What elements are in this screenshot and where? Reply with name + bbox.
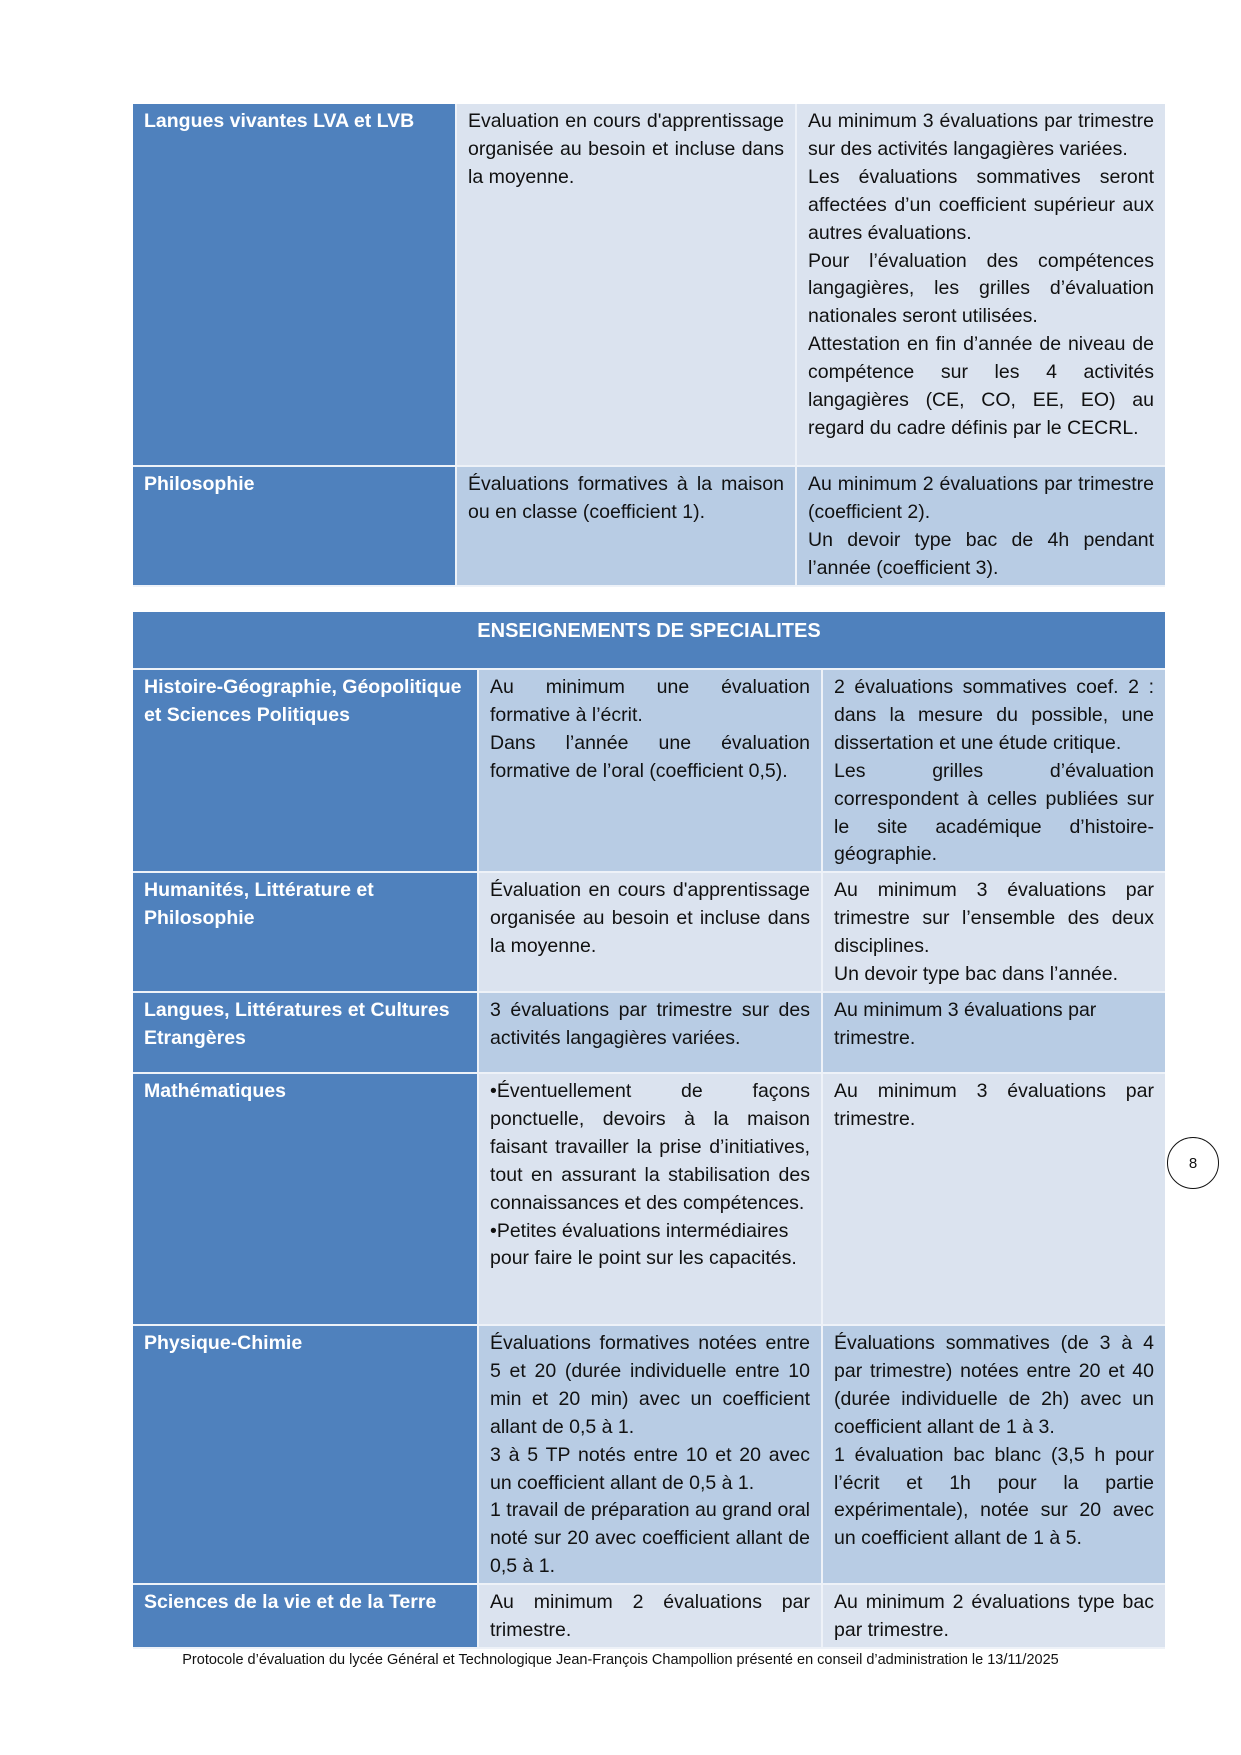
formative-cell <box>477 1074 821 1326</box>
cell-paragraph: Au minimum 2 évaluations par trimestre (coefficient 2). <box>808 473 1154 523</box>
page-number-badge: 8 <box>1167 1137 1219 1189</box>
subject-cell: Langues vivantes LVA et LVB <box>133 104 455 467</box>
formative-cell <box>477 1585 821 1649</box>
summative-cell <box>795 104 1165 467</box>
formative-cell <box>455 104 795 467</box>
evaluation-table-specialites <box>133 612 1165 1649</box>
table-row <box>133 467 1165 587</box>
summative-cell <box>821 1326 1165 1585</box>
cell-paragraph: 1 travail de préparation au grand oral noté sur 20 avec coefficient allant de 0,5 à 1. <box>490 1499 810 1578</box>
cell-paragraph: Evaluation en cours d'apprentissage organisée au besoin et incluse dans la moyenne. <box>468 110 784 188</box>
summative-cell <box>821 993 1165 1074</box>
cell-paragraph: Au minimum 3 évaluations par trimestre sur l’ensemble des deux disciplines. <box>834 879 1154 958</box>
summative-cell <box>821 1074 1165 1326</box>
summative-cell <box>821 873 1165 993</box>
table-row <box>133 104 1165 467</box>
page-footer: Protocole d’évaluation du lycée Général et Technologique Jean-François Champollion présenté en conseil d’administration le 13/11/2025 <box>182 1652 1059 1668</box>
cell-paragraph: Dans l’année une évaluation formative de l’oral (coefficient 0,5). <box>490 731 810 782</box>
table-row <box>133 1326 1165 1585</box>
subject-cell: Histoire-Géographie, Géopolitique et Sciences Politiques <box>133 670 477 873</box>
formative-cell <box>477 993 821 1074</box>
section-title: ENSEIGNEMENTS DE SPECIALITES <box>133 612 1165 670</box>
cell-paragraph: Au minimum 2 évaluations type bac par trimestre. <box>834 1591 1154 1642</box>
cell-paragraph: Les grilles d’évaluation correspondent à celles publiées sur le site académique d’histoire-géographie. <box>834 759 1154 866</box>
table-row <box>133 993 1165 1074</box>
subject-cell: Mathématiques <box>133 1074 477 1326</box>
cell-paragraph: Au minimum une évaluation formative à l’écrit. <box>490 676 810 726</box>
evaluation-table-common <box>133 104 1165 587</box>
cell-paragraph: Attestation en fin d’année de niveau de compétence sur les 4 activités langagières (CE, CO, EE, EO) au regard du cadre définis par le CECRL. <box>808 333 1154 439</box>
cell-paragraph: 3 à 5 TP notés entre 10 et 20 avec un coefficient allant de 0,5 à 1. <box>490 1443 810 1494</box>
subject-cell: Physique-Chimie <box>133 1326 477 1585</box>
summative-cell <box>821 1585 1165 1649</box>
cell-paragraph: Au minimum 3 évaluations par trimestre. <box>834 1079 1154 1130</box>
cell-paragraph: 3 évaluations par trimestre sur des activités langagières variées. <box>490 998 810 1049</box>
subject-cell: Humanités, Littérature et Philosophie <box>133 873 477 993</box>
cell-paragraph: Au minimum 2 évaluations par trimestre. <box>490 1591 810 1642</box>
formative-cell <box>477 873 821 993</box>
subject-cell: Sciences de la vie et de la Terre <box>133 1585 477 1649</box>
cell-paragraph: 2 évaluations sommatives coef. 2 : dans la mesure du possible, une dissertation et une étude critique. <box>834 676 1154 754</box>
formative-cell <box>477 1326 821 1585</box>
summative-cell <box>795 467 1165 587</box>
table-header-row <box>133 612 1165 670</box>
subject-cell: Philosophie <box>133 467 455 587</box>
cell-paragraph: Les évaluations sommatives seront affectées d’un coefficient supérieur aux autres évaluations. <box>808 165 1154 244</box>
table-row <box>133 1585 1165 1649</box>
cell-paragraph: Pour l’évaluation des compétences langagières, les grilles d’évaluation nationales seront utilisées. <box>808 249 1154 328</box>
cell-paragraph: Évaluations formatives à la maison ou en classe (coefficient 1). <box>468 473 784 523</box>
table-row <box>133 873 1165 993</box>
table-row <box>133 1074 1165 1326</box>
subject-cell: Langues, Littératures et Cultures Etrangères <box>133 993 477 1074</box>
cell-paragraph: 1 évaluation bac blanc (3,5 h pour l’écrit et 1h pour la partie expérimentale), notée sur 20 avec un coefficient allant de 1 à 5. <box>834 1443 1154 1550</box>
cell-paragraph: Un devoir type bac de 4h pendant l’année (coefficient 3). <box>808 528 1154 579</box>
cell-paragraph: Évaluations formatives notées entre 5 et 20 (durée individuelle entre 10 min et 20 min) avec un coefficient allant de 0,5 à 1. <box>490 1331 810 1438</box>
cell-paragraph: •Petites évaluations intermédiaires pour faire le point sur les capacités. <box>490 1219 797 1270</box>
cell-paragraph: Un devoir type bac dans l’année. <box>834 963 1119 986</box>
cell-paragraph: •Éventuellement de façons ponctuelle, devoirs à la maison faisant travailler la prise d’initiatives, tout en assurant la stabilisation des connaissances et des compétences. <box>490 1079 810 1214</box>
cell-paragraph: Évaluation en cours d'apprentissage organisée au besoin et incluse dans la moyenne. <box>490 879 810 958</box>
cell-paragraph: Au minimum 3 évaluations par trimestre. <box>834 998 1097 1049</box>
formative-cell <box>455 467 795 587</box>
formative-cell <box>477 670 821 873</box>
table-row <box>133 670 1165 873</box>
summative-cell <box>821 670 1165 873</box>
cell-paragraph: Au minimum 3 évaluations par trimestre sur des activités langagières variées. <box>808 110 1154 160</box>
cell-paragraph: Évaluations sommatives (de 3 à 4 par trimestre) notées entre 20 et 40 (durée individuelle de 2h) avec un coefficient allant de 1 à 3. <box>834 1331 1154 1438</box>
